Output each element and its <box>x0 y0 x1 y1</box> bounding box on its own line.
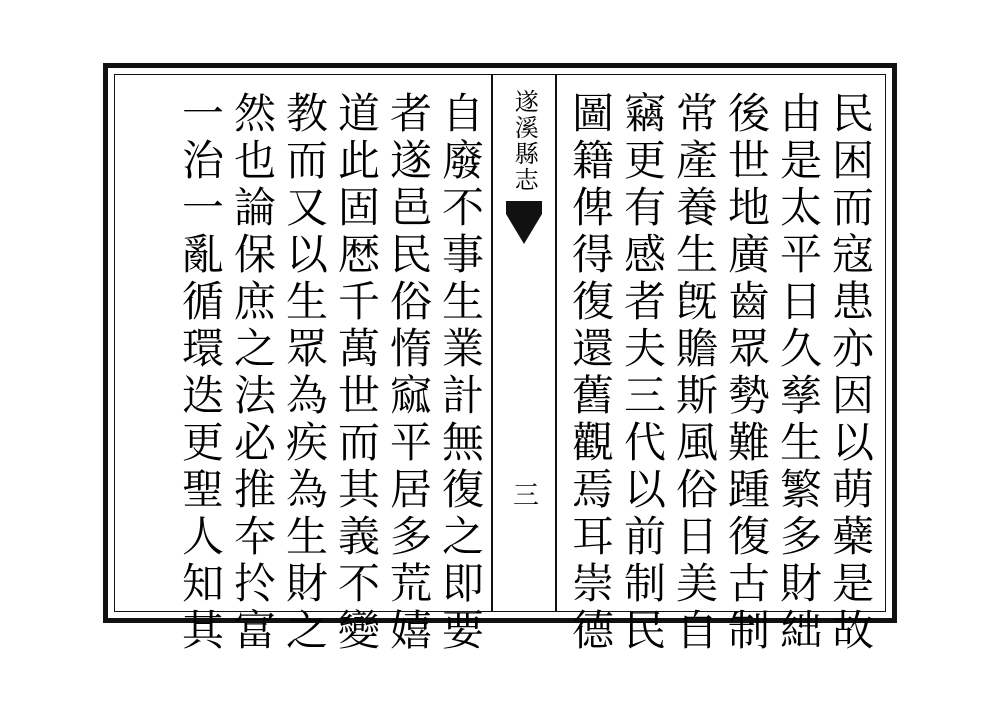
text-column: 常產養生旣贍斯風俗日美自 <box>670 91 719 655</box>
book-page-inner-frame <box>114 74 886 655</box>
text-column: 圖籍俾得復還舊觀焉耳崇德 <box>566 91 615 655</box>
page-number: 三 <box>508 481 539 507</box>
text-column: 教而又以生眾為疾為生財之 <box>280 91 329 655</box>
text-block-left <box>163 75 491 655</box>
text-column: 後世地廣齒眾勢難踵復古制 <box>722 91 771 655</box>
text-column: 竊更有感者夫三代以前制民 <box>618 91 667 655</box>
text-column: 自廢不事生業計無復之即要 <box>436 91 485 655</box>
text-column: 然也論保庶之法必推夲扵富 <box>228 91 277 655</box>
text-column: 民困而寇患亦因以萌蘗是故 <box>826 91 875 655</box>
text-block-right <box>557 75 885 655</box>
banxin-center-strip <box>491 75 557 611</box>
book-title: 遂溪縣志 <box>510 89 539 193</box>
text-column: 由是太平日久孳生繁多財絀 <box>774 91 823 655</box>
text-column: 一治一亂循環迭更聖人知其 <box>176 91 225 655</box>
book-page-frame <box>103 63 897 655</box>
text-column: 者遂邑民俗惰窳平居多荒嬉 <box>384 91 433 655</box>
fishtail-icon <box>493 201 555 265</box>
text-column: 道此固厯千萬世而其義不變 <box>332 91 381 655</box>
